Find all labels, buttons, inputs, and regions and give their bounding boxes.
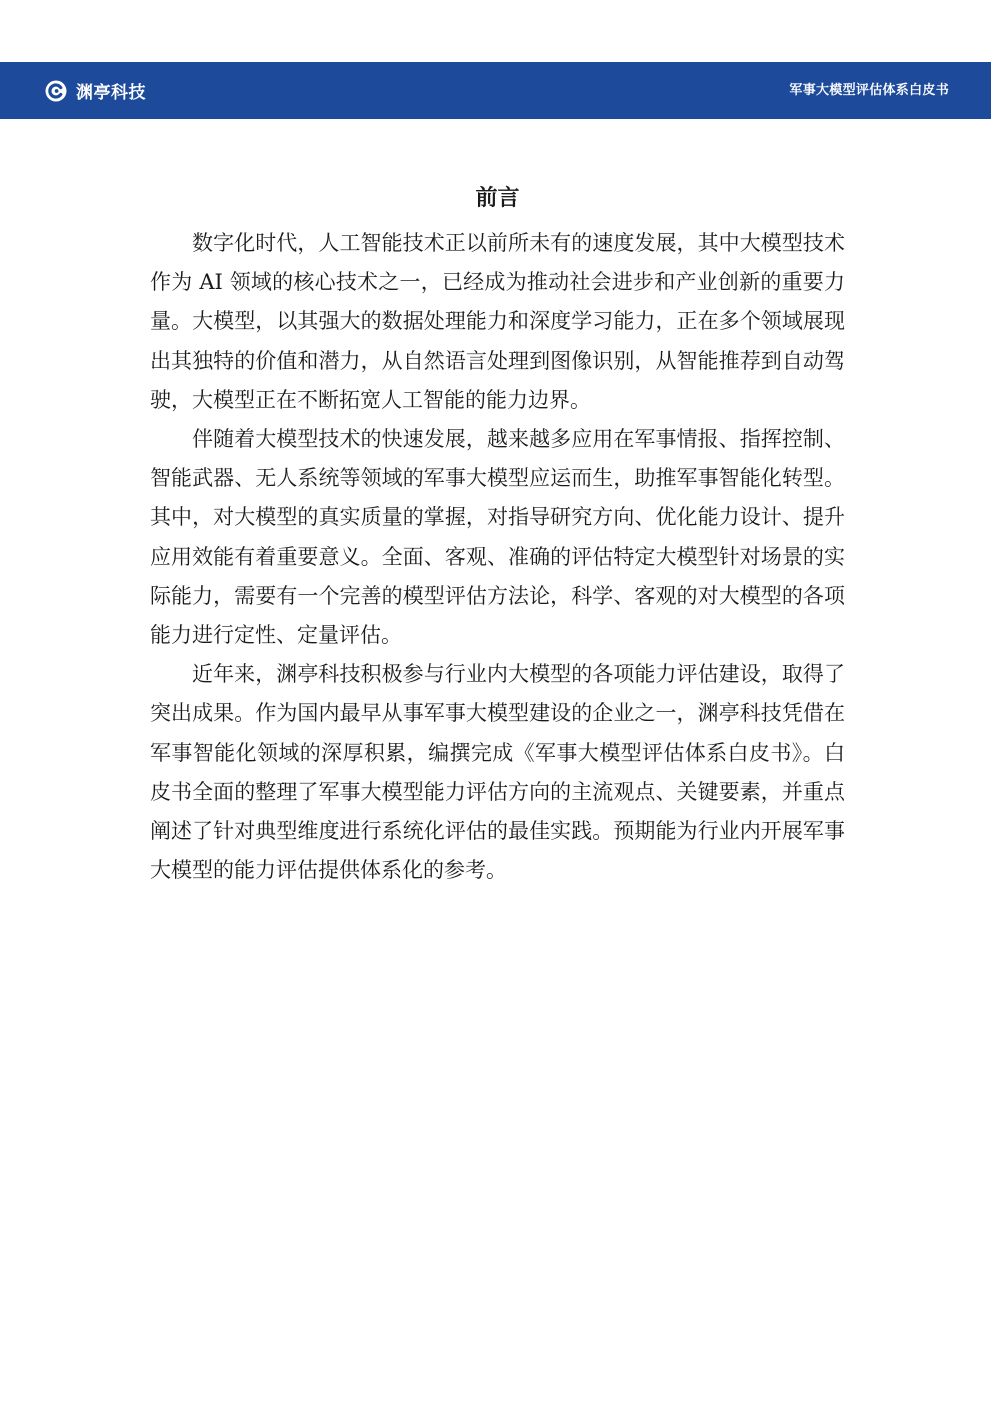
- company-name: 渊亭科技: [76, 83, 146, 103]
- brand: [44, 62, 146, 119]
- company-logo-icon: [44, 79, 68, 103]
- page-header: [0, 62, 991, 119]
- main-content: [150, 176, 845, 890]
- paragraph: 近年来，渊亭科技积极参与行业内大模型的各项能力评估建设，取得了突出成果。作为国内最早从事军事大模型建设的企业之一，渊亭科技凭借在军事智能化领域的深厚积累，编撰完成《军事大模型评估体系白皮书》。白皮书全面的整理了军事大模型能力评估方向的主流观点、关键要素，并重点阐述了针对典型维度进行系统化评估的最佳实践。预期能为行业内开展军事大模型的能力评估提供体系化的参考。: [150, 662, 845, 883]
- paragraph: 伴随着大模型技术的快速发展，越来越多应用在军事情报、指挥控制、智能武器、无人系统等领域的军事大模型应运而生，助推军事智能化转型。其中，对大模型的真实质量的掌握，对指导研究方向、优化能力设计、提升应用效能有着重要意义。全面、客观、准确的评估特定大模型针对场景的实际能力，需要有一个完善的模型评估方法论，科学、客观的对大模型的各项能力进行定性、定量评估。: [150, 427, 845, 648]
- section-title: 前言: [475, 185, 520, 211]
- document-title: 军事大模型评估体系白皮书: [789, 83, 949, 98]
- paragraph: 数字化时代，人工智能技术正以前所未有的速度发展，其中大模型技术作为 AI 领域的核心技术之一，已经成为推动社会进步和产业创新的重要力量。大模型，以其强大的数据处理能力和深度学习能力，正在多个领域展现出其独特的价值和潜力，从自然语言处理到图像识别，从智能推荐到自动驾驶，大模型正在不断拓宽人工智能的能力边界。: [150, 231, 845, 412]
